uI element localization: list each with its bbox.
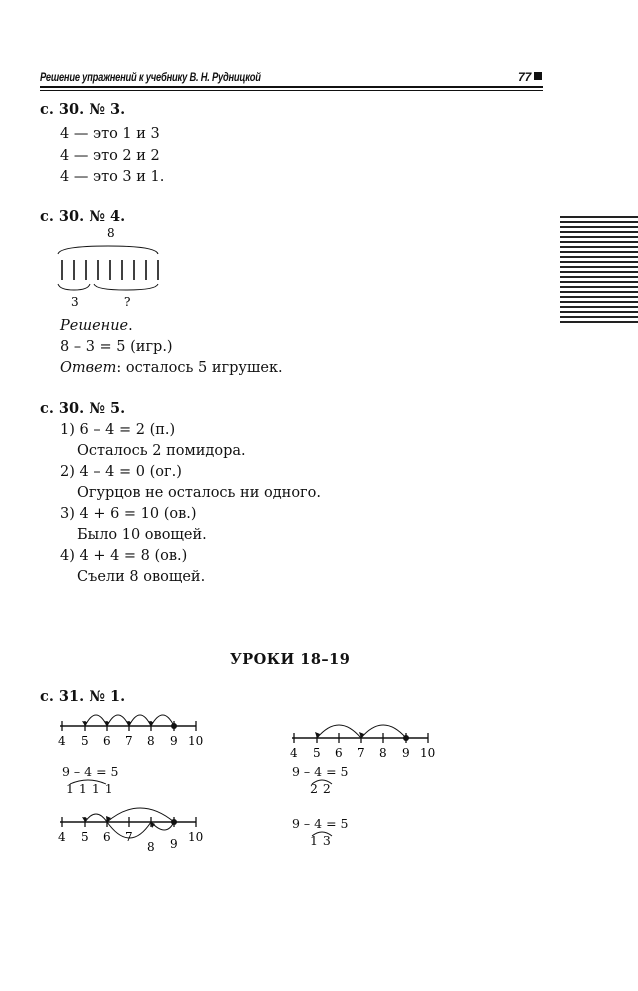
- ex3-line-3: 4 — это 3 и 1.: [60, 169, 165, 185]
- header-square-icon: [534, 72, 542, 80]
- nl3-label-5: 5: [81, 830, 89, 844]
- number-line-1: [50, 700, 220, 752]
- number-line-3: [50, 798, 220, 858]
- ex31-heading: с. 31. № 1.: [40, 688, 126, 705]
- nl2-label-10: 10: [420, 746, 436, 760]
- solution-label: [60, 316, 133, 337]
- ex5-item-4-text: Съели 8 овощей.: [77, 569, 206, 585]
- nl3-label-9: 9: [170, 837, 178, 851]
- nl2-decomposition: 2 2: [310, 781, 332, 796]
- nl3-label-4: 4: [58, 830, 66, 844]
- nl1-equation: 9 – 4 = 5: [62, 764, 119, 779]
- ex5-heading: с. 30. № 5.: [40, 400, 126, 417]
- right-part-label: ?: [124, 295, 131, 309]
- nl1-label-5: 5: [81, 734, 89, 748]
- nl1-decomp-arc: [68, 777, 108, 785]
- ex3-line-2: 4 — это 2 и 2: [60, 148, 160, 164]
- nl3-label-8: 8: [147, 840, 155, 854]
- nl3-label-10: 10: [188, 830, 204, 844]
- nl3-label-6: 6: [103, 830, 111, 844]
- toys-diagram: [50, 224, 180, 316]
- nl1-label-4: 4: [58, 734, 66, 748]
- nl2-decomp-arc: [310, 777, 334, 785]
- ex5-item-2-text: Огурцов не осталось ни одного.: [77, 485, 321, 501]
- ex5-item-2-eq: 2) 4 – 4 = 0 (ог.): [60, 464, 182, 480]
- nl1-label-9: 9: [170, 734, 178, 748]
- nl2-label-6: 6: [335, 746, 343, 760]
- nl2-label-7: 7: [357, 746, 365, 760]
- nl1-label-6: 6: [103, 734, 111, 748]
- nl2-label-4: 4: [290, 746, 298, 760]
- ex5-item-4-eq: 4) 4 + 4 = 8 (ов.): [60, 548, 188, 564]
- left-part-label: 3: [71, 295, 79, 309]
- ex3-heading: с. 30. № 3.: [40, 101, 126, 118]
- nl2-equation: 9 – 4 = 5: [292, 764, 349, 779]
- nl2-label-8: 8: [379, 746, 387, 760]
- nl1-decomposition: 1 1 1 1: [66, 781, 114, 796]
- answer-word: Ответ: [60, 360, 117, 376]
- header-rule: [40, 86, 543, 88]
- total-label: 8: [107, 226, 115, 240]
- running-header-title: Решение упражнений к учебнику В. Н. Рудницкой: [40, 70, 261, 84]
- ex3-line-1: 4 — это 1 и 3: [60, 126, 160, 142]
- ex5-item-3-text: Было 10 овощей.: [77, 527, 207, 543]
- left-part-brace: [58, 284, 90, 290]
- ex5-item-3-eq: 3) 4 + 6 = 10 (ов.): [60, 506, 197, 522]
- ex5-item-1-eq: 1) 6 – 4 = 2 (п.): [60, 422, 176, 438]
- nl1-label-7: 7: [125, 734, 133, 748]
- answer-text: : осталось 5 игрушек.: [116, 360, 283, 376]
- nl3-label-7: 7: [125, 830, 133, 844]
- ex4-equation: 8 – 3 = 5 (игр.): [60, 339, 173, 355]
- header-rule-thin: [40, 90, 543, 91]
- right-part-brace: [94, 284, 158, 290]
- number-line-2: [282, 712, 442, 764]
- nl1-label-8: 8: [147, 734, 155, 748]
- solution-dot: .: [128, 318, 133, 334]
- ex5-item-1-text: Осталось 2 помидора.: [77, 443, 246, 459]
- ex4-answer: [60, 358, 283, 379]
- page-number: 77: [518, 70, 532, 84]
- eq3-equation: 9 – 4 = 5: [292, 816, 349, 831]
- stick-marks: [62, 260, 158, 280]
- lessons-title: УРОКИ 18–19: [230, 651, 351, 668]
- nl1-label-10: 10: [188, 734, 204, 748]
- nl2-label-9: 9: [402, 746, 410, 760]
- total-brace: [58, 246, 158, 254]
- ex4-heading: с. 30. № 4.: [40, 208, 126, 225]
- solution-word: Решение: [60, 318, 129, 334]
- eq3-decomposition: 1 3: [310, 833, 332, 848]
- eq3-decomp-arc: [310, 829, 334, 837]
- nl2-label-5: 5: [313, 746, 321, 760]
